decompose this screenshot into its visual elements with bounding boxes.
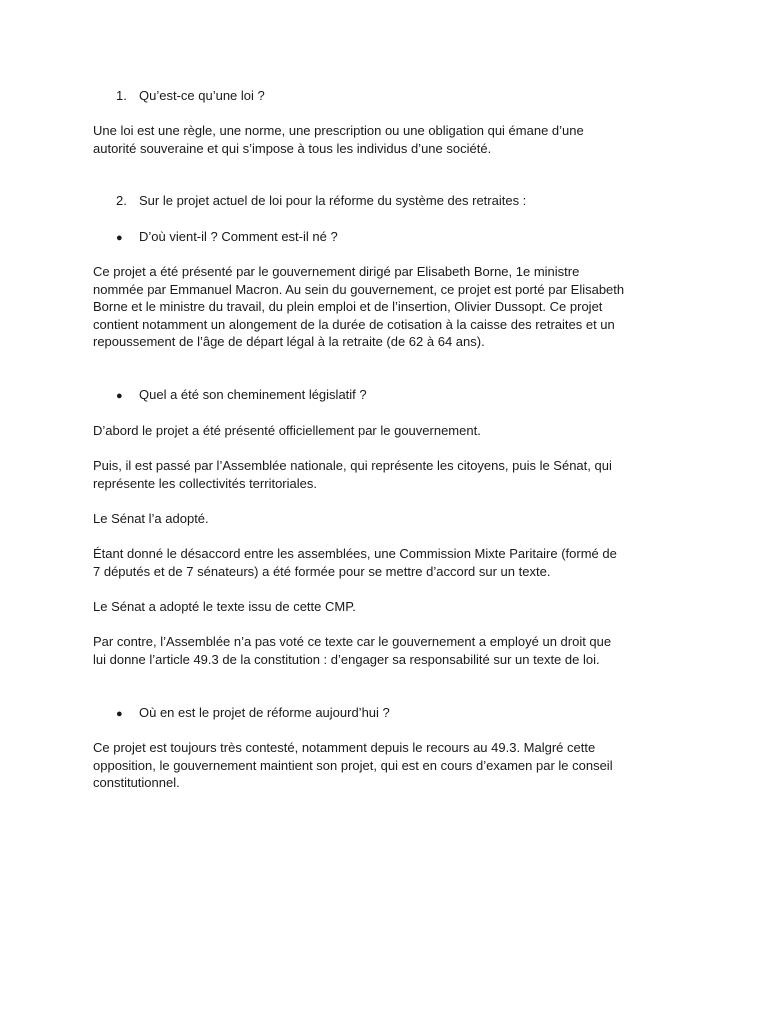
legislative-paragraph-3: Le Sénat l’a adopté. <box>93 511 209 526</box>
legislative-paragraph-4: Étant donné le désaccord entre les assemblées, une Commission Mixte Paritaire (formé de 7 députés et de 7 sénateurs) a été formée pour se mettre d’accord sur un texte. <box>93 546 617 579</box>
legislative-paragraph-6: Par contre, l’Assemblée n’a pas voté ce texte car le gouvernement a employé un droit que lui donne l’article 49.3 de la constitution : d’engager sa responsabilité sur un texte de loi. <box>93 634 612 667</box>
bullet-item-legislative-path <box>116 386 367 406</box>
bullet-icon: ● <box>116 390 123 402</box>
list-item-question-1 <box>116 87 265 105</box>
list-number: 1. <box>116 88 127 103</box>
legislative-paragraph-2: Puis, il est passé par l’Assemblée nationale, qui représente les citoyens, puis le Sénat, qui représente les collectivités territoriales. <box>93 458 612 491</box>
question-1-answer: Une loi est une règle, une norme, une prescription ou une obligation qui émane d’une autorité souveraine et qui s’impose à tous les individus d’une société. <box>93 123 584 156</box>
bullet-item-origin <box>116 228 338 248</box>
bullet-status-heading: Où en est le projet de réforme aujourd’hui ? <box>139 705 390 720</box>
list-number: 2. <box>116 193 127 208</box>
bullet-icon: ● <box>116 708 123 720</box>
bullet-icon: ● <box>116 232 123 244</box>
status-answer: Ce projet est toujours très contesté, notamment depuis le recours au 49.3. Malgré cette opposition, le gouvernement maintient son projet, qui est en cours d’examen par le conseil constitutionnel. <box>93 740 613 790</box>
origin-answer: Ce projet a été présenté par le gouvernement dirigé par Elisabeth Borne, 1e ministre nommée par Emmanuel Macron. Au sein du gouvernement, ce projet est porté par Elisabeth Borne et le ministre du travail, du plein emploi et de l’insertion, Olivier Dussopt. Ce projet contient notamment un alongement de la durée de cotisation à la caisse des retraites et un repoussement de l’âge de départ légal à la retraite (de 62 à 64 ans). <box>93 264 625 349</box>
list-item-question-2 <box>116 192 526 210</box>
bullet-legislative-heading: Quel a été son cheminement législatif ? <box>139 387 367 402</box>
bullet-item-current-status <box>116 704 390 724</box>
legislative-paragraph-1: D’abord le projet a été présenté officiellement par le gouvernement. <box>93 423 481 438</box>
legislative-paragraph-5: Le Sénat a adopté le texte issu de cette CMP. <box>93 599 356 614</box>
question-2-heading: Sur le projet actuel de loi pour la réforme du système des retraites : <box>139 193 527 208</box>
question-1-heading: Qu’est-ce qu’une loi ? <box>139 88 265 103</box>
bullet-origin-heading: D’où vient-il ? Comment est-il né ? <box>139 229 338 244</box>
